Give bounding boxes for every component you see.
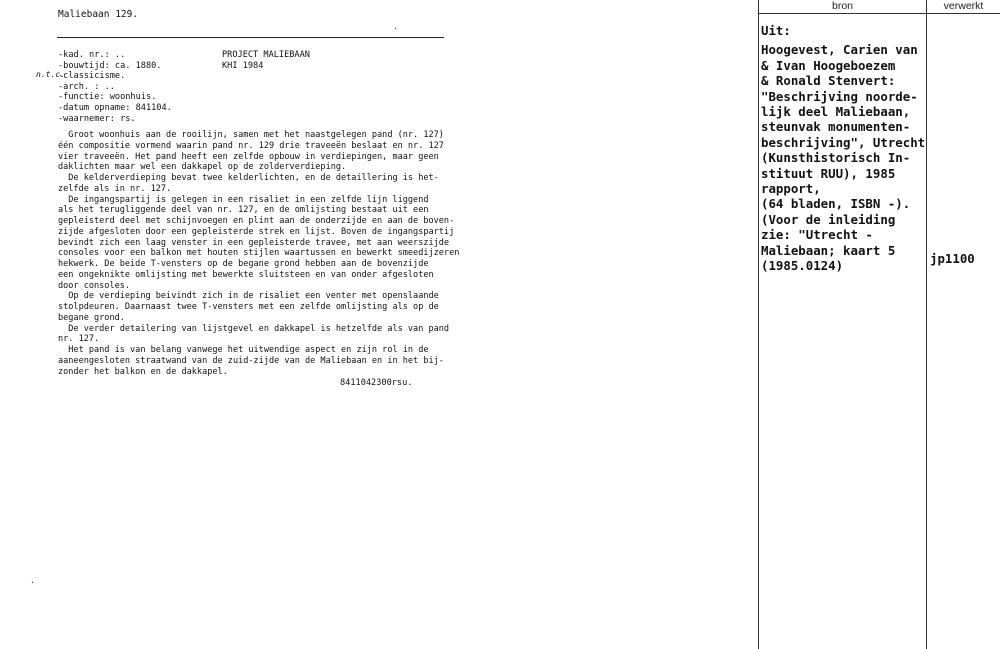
source-line: zie: "Utrecht -	[761, 227, 873, 243]
body-line: nr. 127.	[58, 334, 100, 345]
body-line: De verder detailering van lijstgevel en dakkapel is hetzelfde als van pand	[58, 323, 450, 334]
source-line: stituut RUU), 1985	[761, 165, 896, 181]
body-line: Het pand is van belang vanwege het uitwendige aspect en zijn rol in de	[58, 345, 429, 355]
meta-architect: -arch. : ..	[58, 81, 115, 92]
body-line: als het terugliggende deel van nr. 127, en de omlijsting bestaat uit een	[58, 205, 429, 216]
handwritten-margin-note: n.t.c.	[36, 70, 65, 79]
meta-style: -classicisme.	[58, 71, 126, 82]
body-line: één compositie vormend waarin pand nr. 129 drie traveeën beslaat en nr. 127	[58, 140, 444, 151]
body-line: Op de verdieping beivindt zich in de risaliet een venter met openslaande	[58, 291, 439, 302]
source-line: (Voor de inleiding	[761, 211, 896, 227]
body-line: zonder het balkon en de dakkapel.	[58, 366, 228, 377]
processed-code: jp1100	[930, 251, 975, 266]
body-line: aaneengesloten straatwand van de zuid-zijde van de Maliebaan en in het bij-	[58, 355, 444, 366]
meta-functie: -functie: woonhuis.	[58, 92, 157, 103]
project-block	[222, 50, 310, 71]
source-line: (Kunsthistorisch In-	[761, 150, 911, 166]
body-line: een ongeknikte omlijsting met bewerkte sluitsteen en van onder afgesloten	[58, 269, 434, 280]
table-header-rule	[758, 13, 1000, 14]
body-line: hekwerk. De beide T-vensters op de begane grond hebben aan de bovenzijde	[58, 259, 429, 269]
source-line: & Ronald Stenvert:	[761, 73, 896, 89]
source-line: "Beschrijving noorde-	[761, 88, 918, 104]
column-header-verwerkt: verwerkt	[943, 0, 984, 12]
speck-mark: .	[393, 22, 398, 31]
source-line: & Ivan Hoogeboezem	[761, 57, 896, 73]
source-line: (64 bladen, ISBN -).	[761, 196, 911, 212]
source-line: rapport,	[761, 181, 821, 197]
meta-bouwtijd: -bouwtijd: ca. 1880.	[58, 60, 162, 71]
document-code: 8411042300rsu.	[340, 378, 413, 388]
body-line: stolpdeuren. Daarnaast twee T-vensters met een zelfde omlijsting als op de	[58, 302, 439, 312]
meta-datum-opname: -datum opname: 841104.	[58, 102, 172, 113]
column-header-bron: bron	[831, 0, 853, 12]
body-line: zelfde als in nr. 127.	[58, 183, 172, 194]
source-line: lijk deel Maliebaan,	[761, 104, 911, 120]
body-line: daklichten maar wel een dakkapel op de zolderverdieping.	[58, 162, 347, 173]
source-line: Uit:	[761, 23, 791, 38]
source-citation	[761, 23, 926, 274]
source-line: Maliebaan; kaart 5	[761, 242, 896, 258]
page-reference: Maliebaan 129.	[58, 9, 139, 20]
speck-mark: .	[30, 576, 35, 585]
description-text	[58, 130, 460, 377]
body-line: gepleisterd deel met schijnvoegen en plint aan de onderzijde en aan de boven-	[58, 216, 455, 226]
body-line: begane grond.	[58, 312, 125, 323]
project-title: PROJECT MALIEBAAN	[222, 50, 310, 60]
table-column-divider	[926, 0, 927, 649]
body-line: zijde afgesloten door een gepleisterde strek en lijst. Boven de ingangspartij	[58, 226, 455, 237]
body-line: Groot woonhuis aan de rooilijn, samen met het naastgelegen pand (nr. 127)	[58, 130, 444, 140]
header-rule	[57, 37, 444, 38]
table-left-border	[758, 0, 759, 649]
source-line: beschrijving", Utrecht	[761, 134, 926, 150]
source-line: Hoogevest, Carien van	[761, 42, 918, 58]
source-line: steunvak monumenten-	[761, 119, 911, 135]
project-subtitle: KHI 1984	[222, 60, 264, 71]
body-line: De ingangspartij is gelegen in een risaliet in een zelfde lijn liggend	[58, 194, 429, 205]
body-line: bevindt zich een laag venster in een gepleisterde travee, met aan weerszijde	[58, 237, 450, 248]
body-line: De kelderverdieping bevat twee kelderlichten, en de detaillering is het-	[58, 173, 439, 183]
meta-kad-nr: -kad. nr.: ..	[58, 50, 126, 60]
body-line: consoles voor een balkon met houten stijlen waartussen en bewerkt smeedijzeren	[58, 248, 460, 259]
source-line: (1985.0124)	[761, 258, 844, 274]
body-line: door consoles.	[58, 280, 131, 291]
body-line: vier traveeën. Het pand heeft een zelfde opbouw in verdiepingen, maar geen	[58, 151, 439, 162]
meta-waarnemer: -waarnemer: rs.	[58, 113, 136, 124]
metadata-block	[58, 50, 172, 124]
